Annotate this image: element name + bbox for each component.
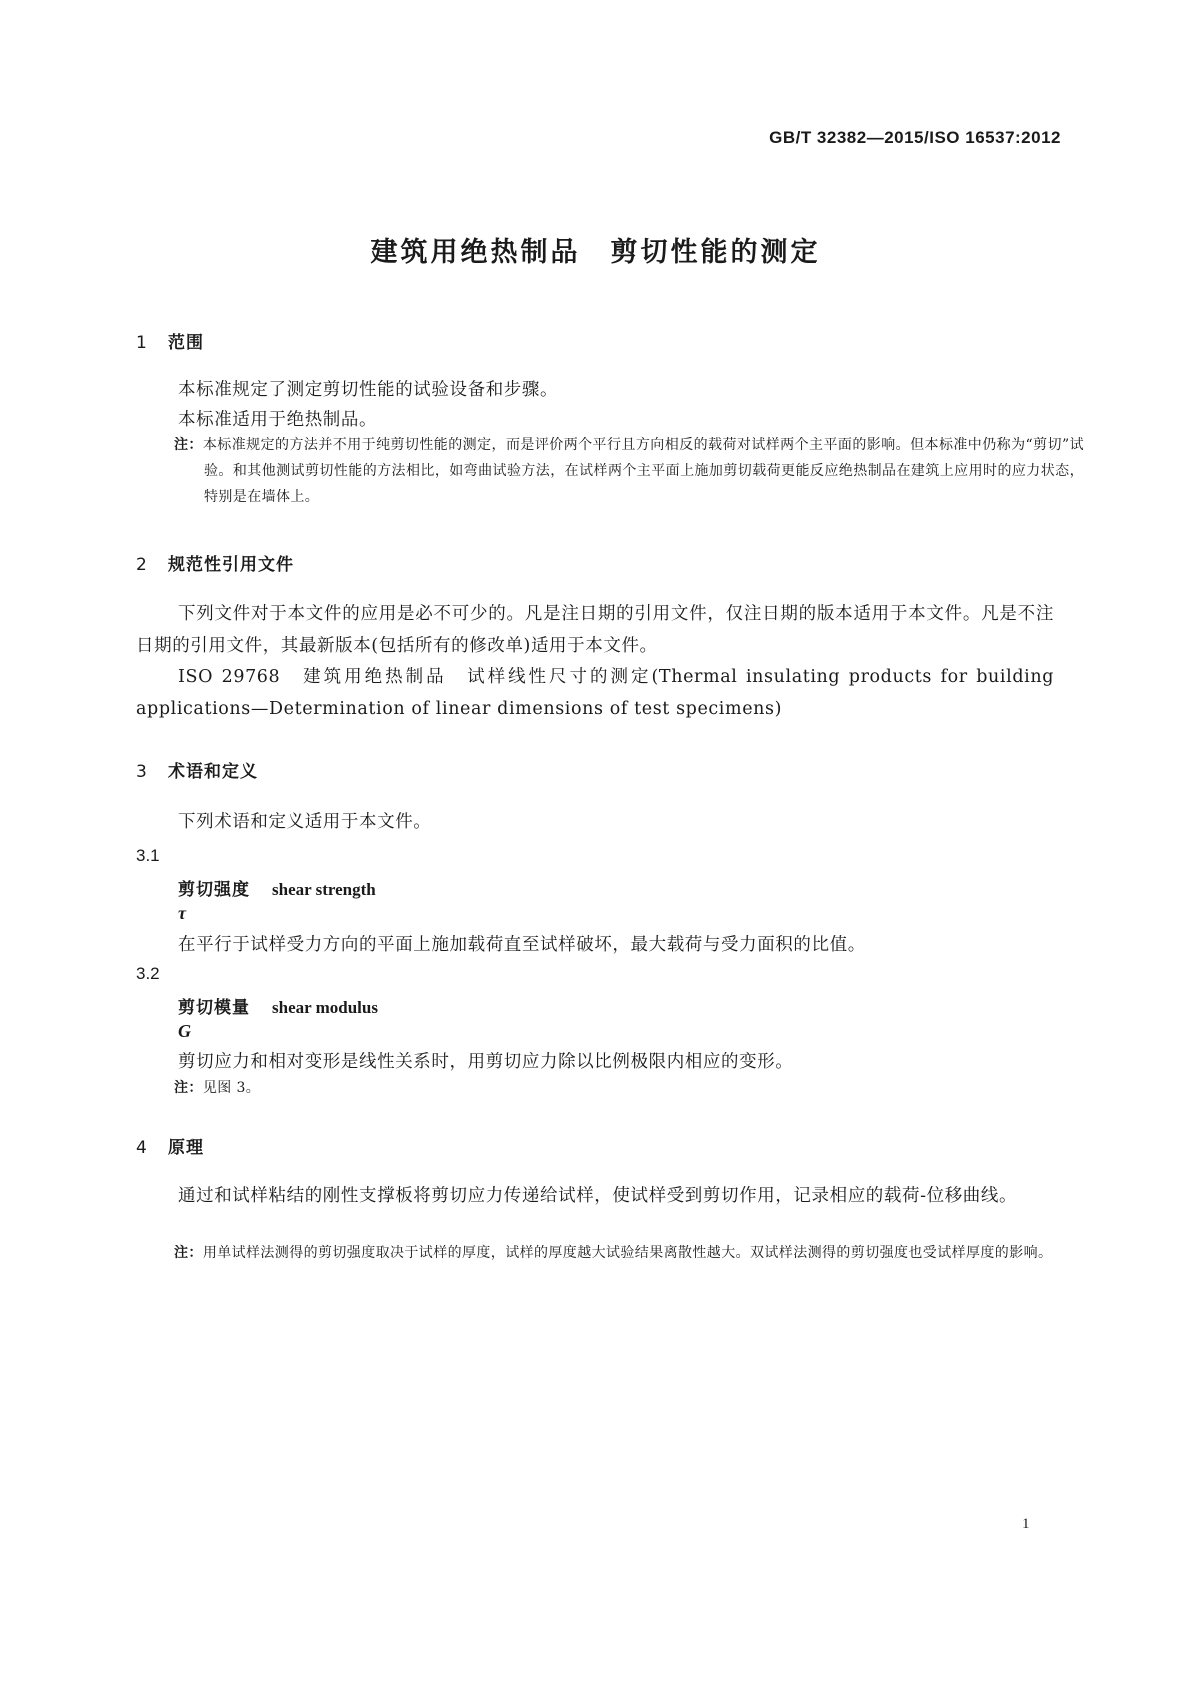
section-title: 范围	[168, 333, 204, 353]
reference-entry: ISO 29768 建筑用绝热制品 试样线性尺寸的测定(Thermal insulating products for building applications—Determination of linear dimensions of test specimens)	[136, 667, 1054, 719]
term-heading	[178, 993, 378, 1018]
note-label: 注：	[174, 437, 203, 453]
note-text: 用单试样法测得的剪切强度取决于试样的厚度，试样的厚度越大试验结果离散性越大。双试样法测得的剪切强度也受试样厚度的影响。	[202, 1245, 1053, 1261]
section-title: 原理	[168, 1138, 204, 1158]
term-heading	[178, 875, 376, 900]
section-number: 3	[136, 762, 148, 782]
note	[174, 1240, 1084, 1266]
term-en: shear strength	[272, 880, 376, 899]
note	[174, 1075, 1084, 1101]
paragraph: 下列文件对于本文件的应用是必不可少的。凡是注日期的引用文件，仅注日期的版本适用于本文件。凡是不注日期的引用文件，其最新版本(包括所有的修改单)适用于本文件。	[136, 604, 1054, 656]
page-title: 建筑用绝热制品 剪切性能的测定	[370, 237, 821, 268]
section-heading-terms	[136, 757, 258, 782]
note-label: 注：	[174, 1245, 203, 1261]
section-number: 4	[136, 1138, 148, 1158]
section-title: 术语和定义	[168, 762, 258, 782]
note-label: 注：	[174, 1080, 203, 1096]
term-definition: 在平行于试样受力方向的平面上施加载荷直至试样破坏，最大载荷与受力面积的比值。	[178, 935, 866, 955]
term-en: shear modulus	[272, 998, 378, 1017]
section-number: 1	[136, 333, 148, 353]
standard-code: GB/T 32382—2015/ISO 16537:2012	[769, 128, 1061, 147]
term-zh: 剪切模量	[178, 998, 250, 1018]
paragraph: 本标准适用于绝热制品。	[178, 410, 378, 430]
term-zh: 剪切强度	[178, 880, 250, 900]
section-heading-normative-references	[136, 550, 294, 575]
note	[174, 432, 1084, 510]
term-number: 3.1	[136, 846, 160, 865]
page-number: 1	[1022, 1516, 1030, 1532]
section-title: 规范性引用文件	[168, 555, 294, 575]
section-number: 2	[136, 555, 148, 575]
note-text: 见图 3。	[202, 1080, 261, 1096]
term-number: 3.2	[136, 964, 160, 983]
term-symbol: G	[178, 1021, 191, 1041]
term-symbol: τ	[178, 903, 186, 923]
paragraph: 通过和试样粘结的刚性支撑板将剪切应力传递给试样，使试样受到剪切作用，记录相应的载荷-位移曲线。	[178, 1186, 1018, 1206]
section-heading-scope	[136, 328, 204, 353]
note-text: 本标准规定的方法并不用于纯剪切性能的测定，而是评价两个平行且方向相反的载荷对试样两个主平面的影响。但本标准中仍称为“剪切”试验。和其他测试剪切性能的方法相比，如弯曲试验方法，在试样两个主平面上施加剪切载荷更能反应绝热制品在建筑上应用时的应力状态，特别是在墙体上。	[202, 437, 1084, 505]
term-definition: 剪切应力和相对变形是线性关系时，用剪切应力除以比例极限内相应的变形。	[178, 1052, 794, 1072]
paragraph: 下列术语和定义适用于本文件。	[178, 812, 432, 832]
paragraph: 本标准规定了测定剪切性能的试验设备和步骤。	[178, 380, 559, 400]
section-heading-principle	[136, 1133, 204, 1158]
